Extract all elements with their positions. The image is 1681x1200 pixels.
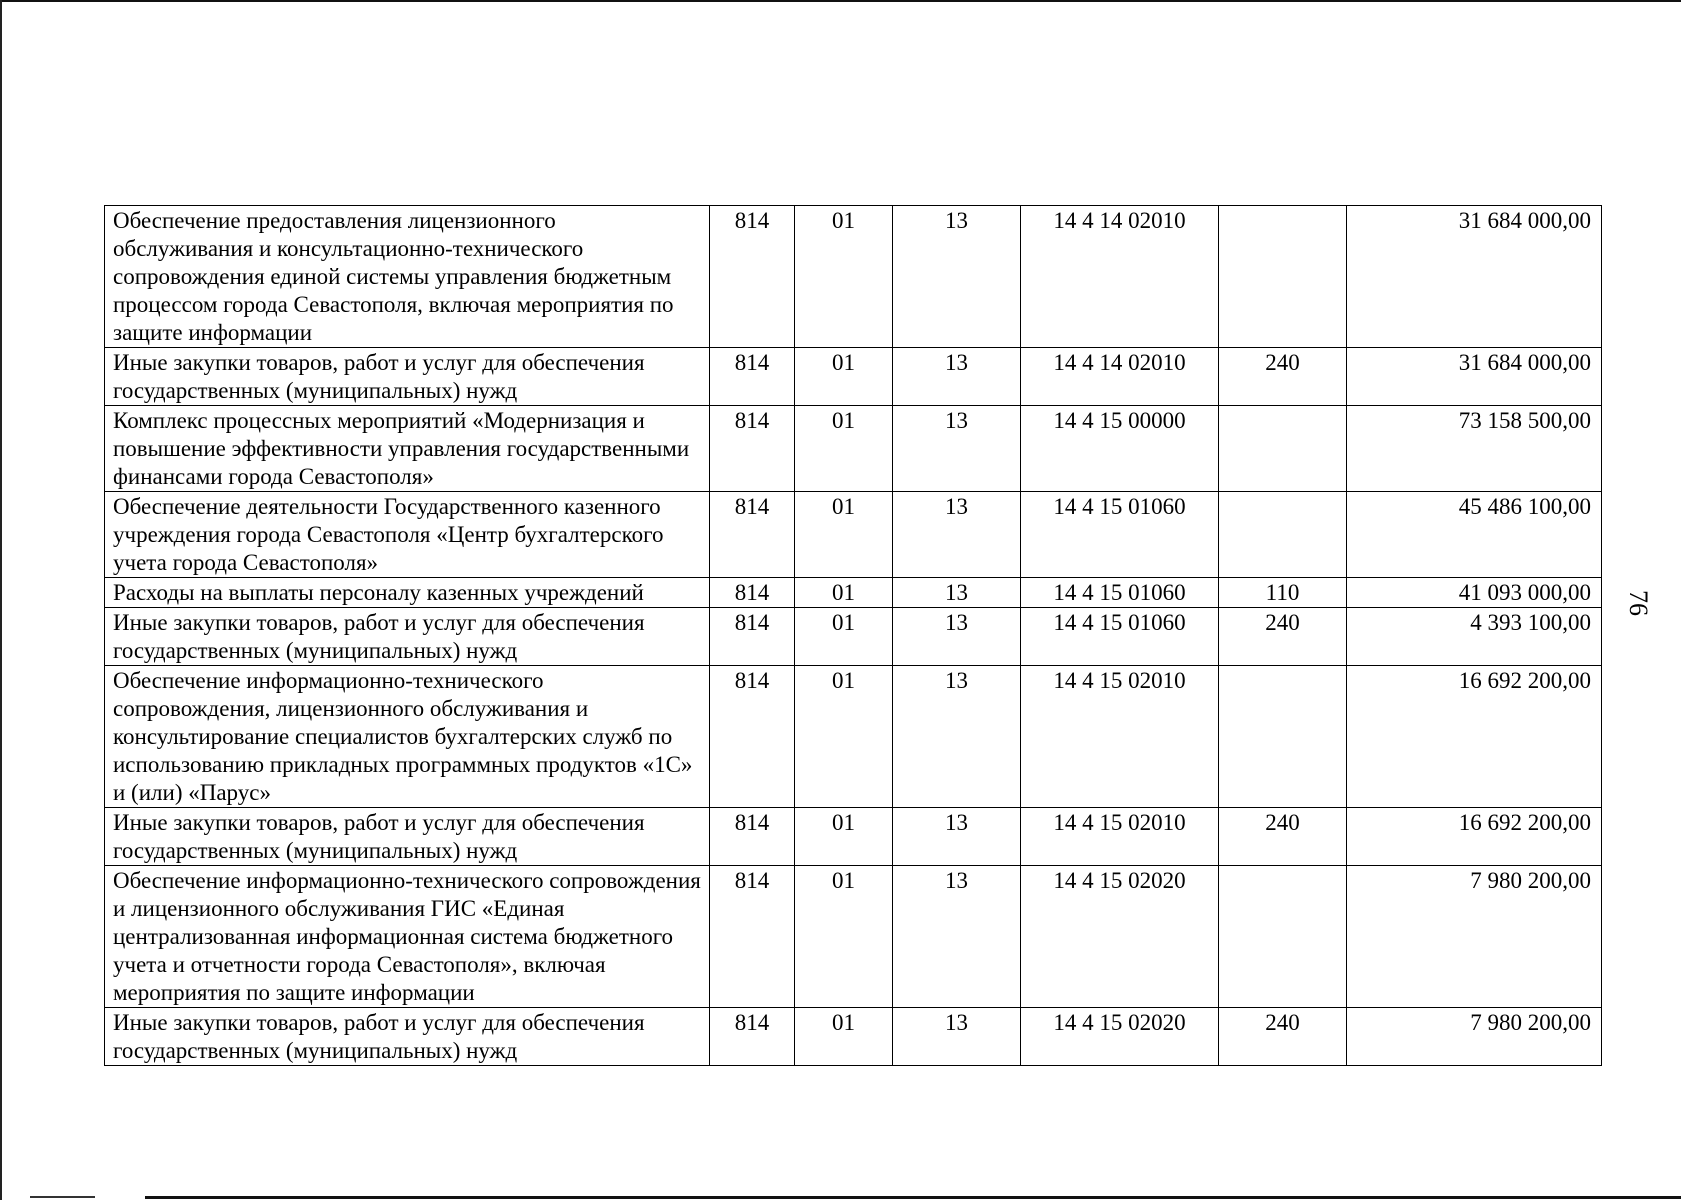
amount-value: 4 393 100,00: [1347, 608, 1602, 666]
subsection-code: 13: [893, 1008, 1021, 1066]
expense-type-code: 240: [1219, 1008, 1347, 1066]
target-article-code: 14 4 14 02010: [1021, 348, 1219, 406]
amount-value: 16 692 200,00: [1347, 808, 1602, 866]
subsection-code: 13: [893, 666, 1021, 808]
subsection-code: 13: [893, 866, 1021, 1008]
table-row: [105, 808, 1602, 866]
target-article-code: 14 4 15 01060: [1021, 492, 1219, 578]
scan-edge-left: [0, 0, 2, 1200]
table-row: [105, 492, 1602, 578]
expense-type-code: [1219, 866, 1347, 1008]
section-code: 01: [795, 206, 893, 348]
target-article-code: 14 4 15 02020: [1021, 866, 1219, 1008]
table-row: [105, 578, 1602, 608]
admin-code: 814: [710, 666, 795, 808]
admin-code: 814: [710, 406, 795, 492]
amount-value: 73 158 500,00: [1347, 406, 1602, 492]
admin-code: 814: [710, 492, 795, 578]
table-row: [105, 666, 1602, 808]
expense-type-code: 240: [1219, 608, 1347, 666]
target-article-code: 14 4 15 01060: [1021, 608, 1219, 666]
section-code: 01: [795, 608, 893, 666]
admin-code: 814: [710, 578, 795, 608]
table-row: [105, 608, 1602, 666]
scan-edge-top: [0, 0, 1681, 2]
table-row: [105, 866, 1602, 1008]
expense-type-code: 240: [1219, 808, 1347, 866]
expense-type-code: 240: [1219, 348, 1347, 406]
row-description: Иные закупки товаров, работ и услуг для обеспечения государственных (муниципальных) нужд: [105, 608, 710, 666]
subsection-code: 13: [893, 808, 1021, 866]
subsection-code: 13: [893, 206, 1021, 348]
admin-code: 814: [710, 866, 795, 1008]
row-description: Обеспечение информационно-технического сопровождения, лицензионного обслуживания и консультирование специалистов бухгалтерских служб по использованию прикладных программных продуктов «1С» и (или) «Парус»: [105, 666, 710, 808]
admin-code: 814: [710, 206, 795, 348]
amount-value: 7 980 200,00: [1347, 1008, 1602, 1066]
target-article-code: 14 4 15 00000: [1021, 406, 1219, 492]
row-description: Иные закупки товаров, работ и услуг для обеспечения государственных (муниципальных) нужд: [105, 1008, 710, 1066]
expense-type-code: [1219, 666, 1347, 808]
subsection-code: 13: [893, 578, 1021, 608]
row-description: Иные закупки товаров, работ и услуг для обеспечения государственных (муниципальных) нужд: [105, 808, 710, 866]
amount-value: 31 684 000,00: [1347, 206, 1602, 348]
section-code: 01: [795, 866, 893, 1008]
section-code: 01: [795, 808, 893, 866]
section-code: 01: [795, 578, 893, 608]
row-description: Обеспечение информационно-технического сопровождения и лицензионного обслуживания ГИС «Единая централизованная информационная система бюджетного учета и отчетности города Севастополя», включая мероприятия по защите информации: [105, 866, 710, 1008]
amount-value: 7 980 200,00: [1347, 866, 1602, 1008]
admin-code: 814: [710, 348, 795, 406]
row-description: Комплекс процессных мероприятий «Модернизация и повышение эффективности управления государственными финансами города Севастополя»: [105, 406, 710, 492]
table-row: [105, 1008, 1602, 1066]
row-description: Обеспечение деятельности Государственного казенного учреждения города Севастополя «Центр бухгалтерского учета города Севастополя»: [105, 492, 710, 578]
budget-table: [104, 205, 1602, 1066]
table-row: [105, 206, 1602, 348]
table-row: [105, 406, 1602, 492]
table-row: [105, 348, 1602, 406]
subsection-code: 13: [893, 608, 1021, 666]
section-code: 01: [795, 348, 893, 406]
amount-value: 41 093 000,00: [1347, 578, 1602, 608]
row-description: Иные закупки товаров, работ и услуг для обеспечения государственных (муниципальных) нужд: [105, 348, 710, 406]
scan-edge-bottom: [145, 1196, 1681, 1199]
expense-type-code: [1219, 206, 1347, 348]
expense-type-code: [1219, 492, 1347, 578]
expense-type-code: 110: [1219, 578, 1347, 608]
admin-code: 814: [710, 1008, 795, 1066]
target-article-code: 14 4 15 02020: [1021, 1008, 1219, 1066]
section-code: 01: [795, 666, 893, 808]
row-description: Расходы на выплаты персоналу казенных учреждений: [105, 578, 710, 608]
target-article-code: 14 4 15 02010: [1021, 808, 1219, 866]
section-code: 01: [795, 406, 893, 492]
section-code: 01: [795, 1008, 893, 1066]
table-body: [105, 206, 1602, 1066]
target-article-code: 14 4 14 02010: [1021, 206, 1219, 348]
section-code: 01: [795, 492, 893, 578]
subsection-code: 13: [893, 348, 1021, 406]
admin-code: 814: [710, 808, 795, 866]
amount-value: 16 692 200,00: [1347, 666, 1602, 808]
amount-value: 45 486 100,00: [1347, 492, 1602, 578]
expense-type-code: [1219, 406, 1347, 492]
amount-value: 31 684 000,00: [1347, 348, 1602, 406]
row-description: Обеспечение предоставления лицензионного обслуживания и консультационно-технического сопровождения единой системы управления бюджетным процессом города Севастополя, включая мероприятия по защите информации: [105, 206, 710, 348]
subsection-code: 13: [893, 492, 1021, 578]
admin-code: 814: [710, 608, 795, 666]
page-number: 76: [1624, 590, 1653, 616]
scan-edge-bottom-left: [30, 1196, 95, 1198]
target-article-code: 14 4 15 01060: [1021, 578, 1219, 608]
subsection-code: 13: [893, 406, 1021, 492]
target-article-code: 14 4 15 02010: [1021, 666, 1219, 808]
